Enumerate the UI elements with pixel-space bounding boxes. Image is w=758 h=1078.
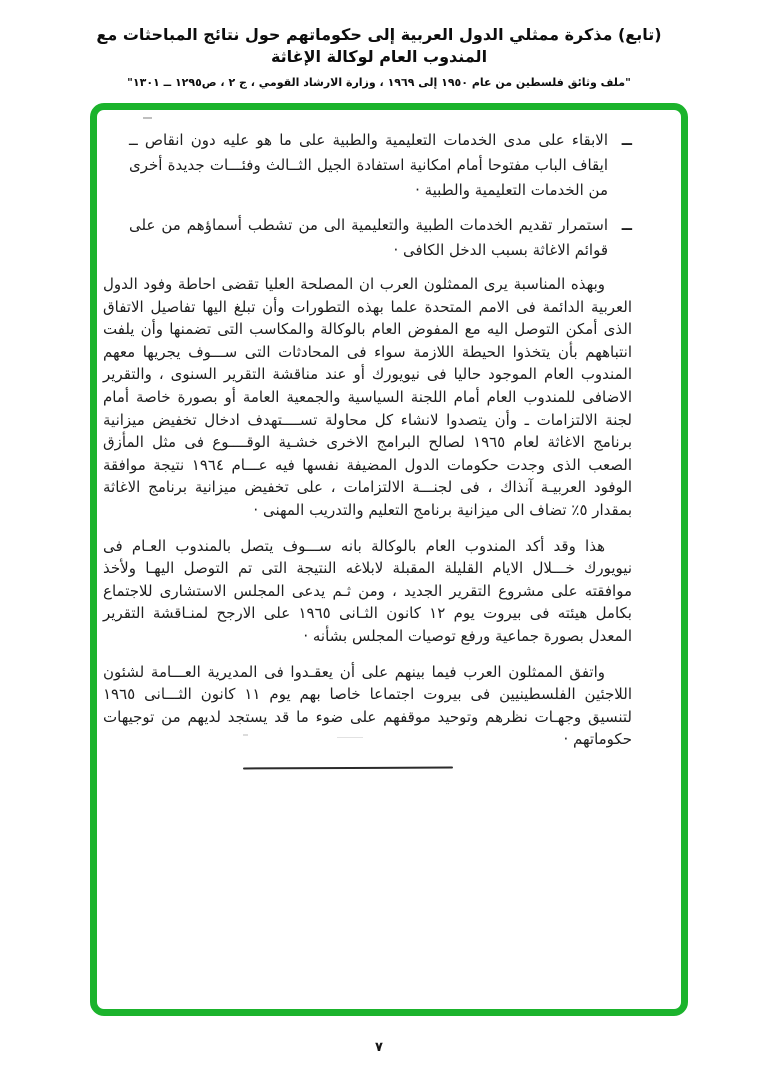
document-title: (تابع) مذكرة ممثلي الدول العربية إلى حكوماتهم حول نتائج المباحثات مع المندوب العام لوكالة الإغاثة (96, 25, 662, 66)
bullet-item-2 (103, 213, 632, 263)
scan-artifact (337, 737, 363, 738)
bullet-text-1: الابقاء على مدى الخدمات التعليمية والطبية على ما هو عليه دون انقاص ــ ايقاف الباب مفتوحا أمام امكانية استفادة الجيل الثــالث وفئـــات جديدة أخرى من الخدمات التعليمية والطبية · (129, 131, 608, 199)
page-number: ٧ (375, 1040, 383, 1055)
document-body (103, 128, 632, 769)
bullet-text-2: استمرار تقديم الخدمات الطبية والتعليمية الى من تشطب أسماؤهم من على قوائم الاغاثة بسبب الدخل الكافى · (129, 216, 608, 259)
bullet-item-1 (103, 128, 632, 203)
bullet-dash-icon: ــ (621, 216, 632, 234)
scan-artifact (243, 734, 248, 736)
bullet-dash-icon: ــ (621, 131, 632, 149)
paragraph-1: وبهذه المناسبة يرى الممثلون العرب ان المصلحة العليا تقضى احاطة وفود الدول العربية الدائمة فى الامم المتحدة علما بهذه التطورات وأن تبلغ اليها تفاصيل الاتفاق الذى أمكن التوصل اليه مع المفوض العام بالوكالة والمكاسب التى تضمنها وأن يلفت انتباههم بأن يتخذوا الحيطة اللازمة سواء فى المحادثات التى ســـوف يجريها معهم المندوب العام الموجود حاليا فى نيويورك أو عند مناقشة التقرير السنوى ، والتقرير الاضافى للمندوب العام أمام اللجنة السياسية والجمعية العامة أو بصورة خاصة أمام لجنة الالتزامات ـ وأن يتصدوا لانشاء كل محاولة تســــتهدف ادخال تخفيض ميزانية برنامج الاغاثة لعام ١٩٦٥ لصالح البرامج الاخرى خشـية الوقــــوع فى مثل المأزق الصعب الذى وجدت حكومات الدول المضيفة نفسها فيه عـــام ١٩٦٤ نتيجة موافقة الوفود العربيـة آنذاك ، فى لجنـــة الالتزامات ، على تخفيض ميزانية برنامج الاغاثة بمقدار ٥٪ تضاف الى ميزانية برنامج التعليم والتدريب المهنى · (103, 275, 633, 519)
paragraph-2: هذا وقد أكد المندوب العام بالوكالة بانه ســـوف يتصل بالمندوب العـام فى نيويورك خـــلال الايام القليلة المقبلة لابلاغه النتيجة التى تم التوصل اليهـا ولأخذ موافقته على مشروع التقرير الجديد ، ومن ثـم يدعى المجلس الاستشارى للاجتماع بكامل هيئته فى بيروت يوم ١٢ كانون الثـانى ١٩٦٥ على الارجح لمنـاقشة التقرير المعدل بصورة جماعية ورفع توصيات المجلس بشأنه · (103, 536, 632, 645)
document-citation: "ملف وثائق فلسطين من عام ١٩٥٠ إلى ١٩٦٩ ، وزارة الارشاد القومي ، ج ٢ ، ص١٢٩٥ ــ ١٣٠١" (127, 76, 631, 89)
document-header (0, 24, 758, 89)
scan-artifact (143, 117, 152, 119)
paragraph-3: واتفق الممثلون العرب فيما بينهم على أن يعقـدوا فى المديرية العـــامة لشئون اللاجئين الفلسطينيين فى بيروت اجتماعا خاصا بهم يوم ١١ كانون الثـــانى ١٩٦٥ لتنسيق وجهـات نظرهم وتوحيد موقفهم على ضوء ما قد يستجد لديهم من توجيهات حكوماتهم · (103, 662, 632, 749)
